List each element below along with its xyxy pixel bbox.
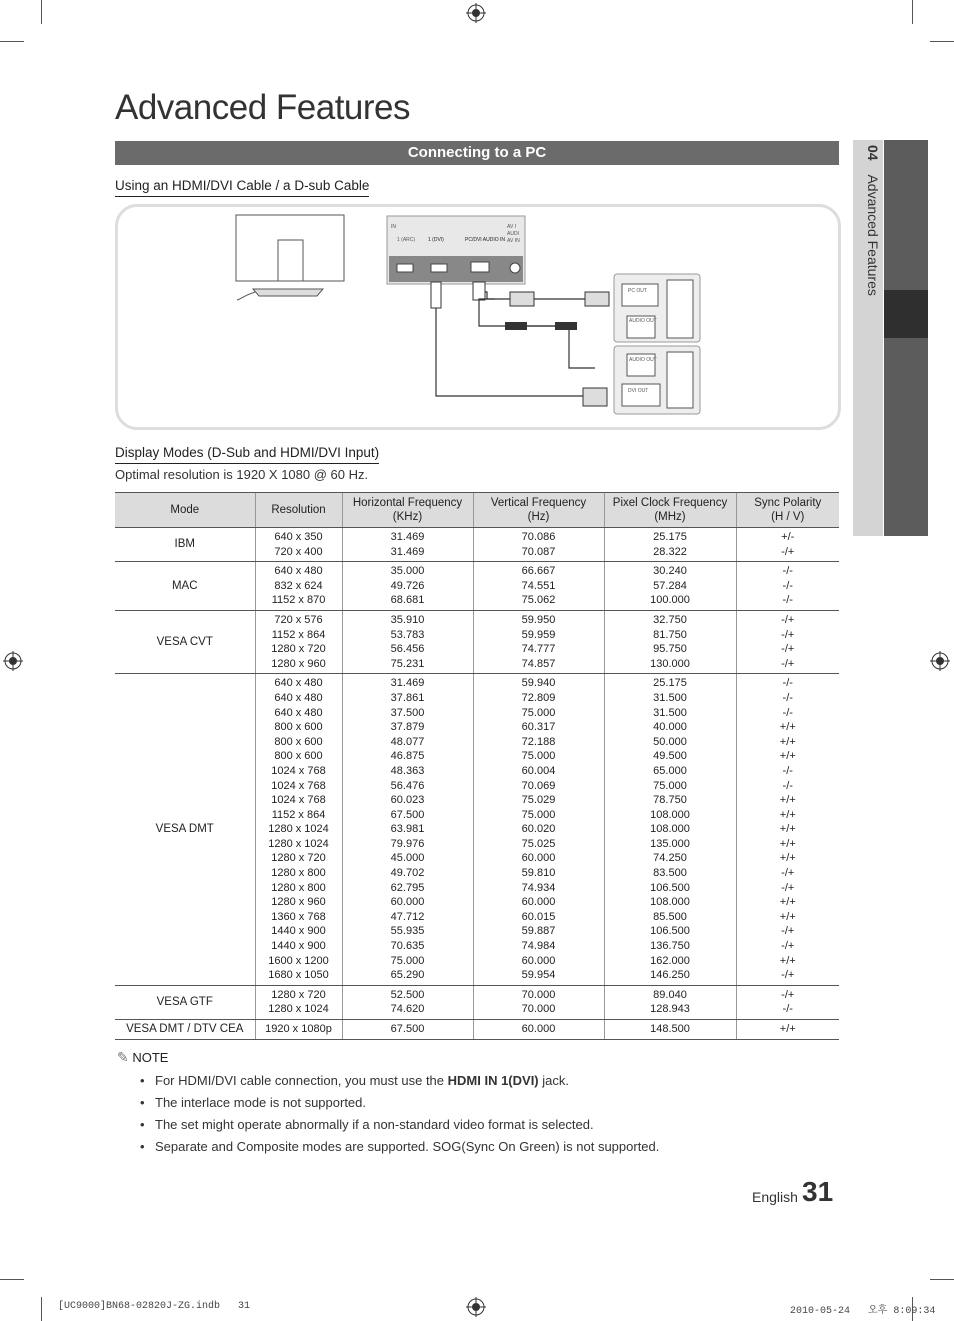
cell-value: 66.667 (521, 565, 556, 578)
tv-stand (253, 289, 323, 296)
cell-value: 74.777 (521, 643, 556, 656)
cell-value: 55.935 (390, 925, 425, 938)
header-line: Horizontal Frequency (352, 497, 463, 509)
header-line: Vertical Frequency (490, 497, 587, 509)
cell-value: 95.750 (653, 643, 687, 656)
header-pixel-clock (604, 493, 736, 528)
cell-value: 1152 x 864 (271, 628, 326, 641)
cell-value: 1280 x 1024 (268, 837, 329, 850)
note-text: Separate and Composite modes are supported. SOG(Sync On Green) is not supported. (155, 1139, 660, 1154)
cell-value: +/+ (779, 794, 796, 807)
cell-value: -/- (782, 691, 793, 704)
cell-value: 74.984 (521, 940, 556, 953)
cell-value: 35.000 (390, 565, 425, 578)
cell-value: -/- (782, 677, 793, 690)
tv-cable (237, 292, 255, 300)
cell-value: 60.000 (521, 896, 556, 909)
cell-value: 65.290 (390, 969, 425, 982)
cell-value: +/- (781, 531, 795, 543)
cell-value: -/- (782, 579, 793, 592)
cell-value: 60.317 (521, 721, 556, 734)
subheading-cable: Using an HDMI/DVI Cable / a D-sub Cable (115, 178, 369, 197)
cell-value: 25.175 (653, 531, 687, 543)
note-heading (117, 1049, 168, 1066)
side-tab-active-marker (884, 290, 928, 338)
cell-value: 49.726 (390, 579, 425, 592)
note-pencil-icon: ✎ (117, 1049, 129, 1065)
cell-value: +/+ (779, 823, 796, 836)
registration-mark-icon (466, 1297, 486, 1317)
cell-value: 1280 x 800 (271, 881, 326, 894)
cell-value: 57.284 (653, 579, 687, 592)
cell-value: -/+ (781, 925, 795, 938)
cell-value: 1360 x 768 (271, 910, 326, 923)
crop-mark (0, 41, 24, 42)
header-line: Resolution (271, 504, 326, 516)
crop-mark (41, 1297, 42, 1321)
cell-value: 63.981 (390, 823, 425, 836)
cell-value: 60.004 (521, 764, 556, 777)
cell-value: 1280 x 720 (271, 988, 326, 1001)
mode-cell: IBM (115, 528, 255, 562)
cell-value: 1024 x 768 (271, 794, 326, 807)
header-horizontal-frequency (342, 493, 473, 528)
sync-polarity-cell (736, 674, 839, 985)
cell-value: 85.500 (653, 910, 687, 923)
cell-value: -/- (782, 565, 793, 578)
cell-value: +/+ (779, 896, 796, 909)
cell-value: 106.500 (650, 881, 690, 894)
cell-value: 640 x 480 (274, 565, 323, 578)
cell-value: +/+ (779, 735, 796, 748)
cell-value: 1600 x 1200 (268, 954, 329, 967)
header-mode (115, 493, 255, 528)
registration-mark-icon (930, 651, 950, 671)
port-label: AV IN (507, 238, 520, 244)
cell-value: 146.250 (650, 969, 690, 982)
cell-value: 148.500 (650, 1023, 690, 1035)
cell-value: 800 x 600 (274, 735, 323, 748)
cell-value: 1024 x 768 (271, 764, 326, 777)
cell-value: 128.943 (650, 1003, 690, 1016)
pc-label: PC OUT (628, 288, 647, 294)
vertical-frequency-cell (473, 985, 604, 1019)
sync-polarity-cell (736, 562, 839, 611)
cell-value: -/+ (781, 643, 795, 656)
optimal-resolution-text: Optimal resolution is 1920 X 1080 @ 60 Hz. (115, 467, 369, 482)
cell-value: 640 x 480 (274, 691, 323, 704)
cell-value: 60.015 (521, 910, 556, 923)
hdmi-cable (436, 308, 583, 396)
cell-value: 67.500 (390, 808, 425, 821)
note-text: The interlace mode is not supported. (155, 1095, 367, 1110)
cell-value: 78.750 (653, 794, 687, 807)
cell-value: 48.363 (390, 764, 425, 777)
cell-value: 62.795 (390, 881, 425, 894)
audio-cable-dvi (569, 330, 595, 368)
cell-value: 1024 x 768 (271, 779, 326, 792)
cell-value: 100.000 (650, 594, 690, 607)
cell-value: 720 x 576 (274, 613, 323, 626)
cell-value: 75.062 (521, 594, 556, 607)
dsub-connector (510, 292, 534, 306)
cell-value: 74.551 (521, 579, 556, 592)
crop-mark (930, 41, 954, 42)
cell-value: 74.857 (521, 657, 556, 670)
cell-value: 59.959 (521, 628, 556, 641)
cell-value: 640 x 480 (274, 677, 323, 690)
note-text: jack. (538, 1073, 569, 1088)
cell-value: 108.000 (650, 823, 690, 836)
cell-value: +/+ (779, 750, 796, 763)
cell-value: 108.000 (650, 896, 690, 909)
port-label: AUDI (507, 231, 519, 237)
cell-value: -/- (782, 706, 793, 719)
vertical-frequency-cell (473, 610, 604, 673)
cell-value: 52.500 (390, 988, 425, 1001)
cell-value: 74.620 (390, 1003, 425, 1016)
cell-value: -/- (782, 594, 793, 607)
cell-value: 31.469 (390, 545, 425, 558)
pc-case-2 (667, 352, 693, 408)
cell-value: -/+ (781, 545, 795, 558)
cell-value: 89.040 (653, 988, 687, 1001)
cell-value: 75.025 (521, 837, 556, 850)
pc-port (471, 262, 489, 272)
page-number: 31 (802, 1176, 834, 1207)
section-title-bar: Connecting to a PC (115, 141, 839, 165)
cell-value: 68.681 (390, 594, 425, 607)
cell-value: 70.069 (521, 779, 556, 792)
cell-value: 60.020 (521, 823, 556, 836)
cell-value: +/+ (779, 837, 796, 850)
port-label: 1 (ARC) (397, 237, 416, 243)
cell-value: 640 x 350 (274, 531, 323, 543)
audio-in-port (510, 263, 520, 273)
page-title: Advanced Features (115, 88, 411, 127)
header-line: Pixel Clock Frequency (612, 497, 728, 509)
cell-value: 48.077 (390, 735, 425, 748)
cell-value: 31.500 (653, 691, 687, 704)
vertical-frequency-cell (473, 674, 604, 985)
header-line: Mode (170, 504, 200, 516)
subheading-display-modes: Display Modes (D-Sub and HDMI/DVI Input) (115, 445, 379, 464)
header-line: (KHz) (392, 511, 423, 523)
resolution-cell (255, 610, 342, 673)
cell-value: 70.086 (521, 531, 556, 543)
slug-datetime: 2010-05-24 오후 8:09:34 (790, 1306, 936, 1317)
cell-value: 59.810 (521, 867, 556, 880)
cell-value: 70.000 (521, 988, 556, 1001)
header-resolution (255, 493, 342, 528)
cell-value: 832 x 624 (274, 579, 323, 592)
resolution-cell (255, 1020, 342, 1040)
cell-value: 53.783 (390, 628, 425, 641)
note-item (140, 1071, 840, 1093)
table-row (115, 674, 839, 985)
pc-label: AUDIO OUT (629, 357, 657, 363)
cell-value: 135.000 (650, 837, 690, 850)
cell-value: 640 x 480 (274, 706, 323, 719)
sync-polarity-cell (736, 1020, 839, 1040)
cell-value: 1440 x 900 (271, 940, 326, 953)
cell-value: 83.500 (653, 867, 687, 880)
cell-value: 67.500 (390, 1023, 425, 1035)
cell-value: 70.635 (390, 940, 425, 953)
horizontal-frequency-cell (342, 610, 473, 673)
note-item (140, 1093, 840, 1115)
pixel-clock-cell (604, 1020, 736, 1040)
cell-value: 130.000 (650, 657, 690, 670)
registration-mark-icon (466, 3, 486, 23)
cell-value: -/+ (781, 969, 795, 982)
note-label: NOTE (132, 1050, 169, 1065)
cell-value: 81.750 (653, 628, 687, 641)
display-modes-table (115, 492, 839, 1040)
connection-diagram-illustration (115, 204, 841, 430)
horizontal-frequency-cell (342, 1020, 473, 1040)
cell-value: 37.500 (390, 706, 425, 719)
cell-value: 72.188 (521, 735, 556, 748)
table-row (115, 1020, 839, 1040)
cell-value: 800 x 600 (274, 750, 323, 763)
table-row (115, 985, 839, 1019)
cell-value: 75.000 (521, 808, 556, 821)
cell-value: 56.476 (390, 779, 425, 792)
cell-value: 75.231 (390, 657, 425, 670)
cell-value: -/- (782, 764, 793, 777)
dvi-connector (583, 388, 607, 406)
cell-value: 106.500 (650, 925, 690, 938)
cell-value: 136.750 (650, 940, 690, 953)
cell-value: 50.000 (653, 735, 687, 748)
cell-value: 74.250 (653, 852, 687, 865)
registration-mark-icon (3, 651, 23, 671)
cell-value: 31.469 (390, 531, 425, 543)
port-label: AV I (507, 224, 517, 230)
cell-value: 1280 x 1024 (268, 823, 329, 836)
cell-value: +/+ (779, 808, 796, 821)
resolution-cell (255, 562, 342, 611)
horizontal-frequency-cell (342, 985, 473, 1019)
hdmi-dvi-port (431, 264, 447, 272)
cell-value: -/+ (781, 940, 795, 953)
cell-value: 28.322 (653, 545, 687, 558)
cell-value: 37.879 (390, 721, 425, 734)
mode-cell: VESA GTF (115, 985, 255, 1019)
vertical-frequency-cell (473, 528, 604, 562)
port-label: PC/DVI AUDIO IN (465, 237, 506, 243)
cell-value: -/+ (781, 657, 795, 670)
horizontal-frequency-cell (342, 528, 473, 562)
port-label: 1 (DVI) (428, 237, 444, 243)
cell-value: +/+ (779, 910, 796, 923)
resolution-cell (255, 674, 342, 985)
cell-value: 1152 x 864 (271, 808, 326, 821)
cell-value: +/+ (779, 721, 796, 734)
cell-value: -/+ (781, 988, 795, 1001)
header-line: Sync Polarity (754, 497, 822, 509)
pc-label: AUDIO OUT (629, 318, 657, 324)
cell-value: 60.000 (390, 896, 425, 909)
sync-polarity-cell (736, 610, 839, 673)
cell-value: 49.500 (653, 750, 687, 763)
cell-value: 1280 x 720 (271, 852, 326, 865)
cell-value: -/- (782, 1003, 793, 1016)
cell-value: -/+ (781, 628, 795, 641)
cell-value: -/+ (781, 867, 795, 880)
table-row (115, 528, 839, 562)
cell-value: 162.000 (650, 954, 690, 967)
hdmi-port (397, 264, 413, 272)
side-tab-text: Advanced Features (865, 174, 881, 296)
crop-mark (41, 0, 42, 24)
audio-plug (505, 322, 527, 330)
pixel-clock-cell (604, 610, 736, 673)
cell-value: 1680 x 1050 (268, 969, 329, 982)
cell-value: 65.000 (653, 764, 687, 777)
cell-value: 1920 x 1080p (265, 1023, 332, 1035)
resolution-cell (255, 985, 342, 1019)
cell-value: 75.000 (653, 779, 687, 792)
cell-value: +/+ (779, 852, 796, 865)
cell-value: 1152 x 870 (271, 594, 326, 607)
cell-value: +/+ (779, 1023, 796, 1035)
dsub-cable (485, 292, 510, 299)
cell-value: -/- (782, 779, 793, 792)
mode-cell: VESA DMT / DTV CEA (115, 1020, 255, 1040)
header-line: (Hz) (527, 511, 550, 523)
header-line: (MHz) (654, 511, 686, 523)
crop-mark (0, 1279, 24, 1280)
cell-value: 75.029 (521, 794, 556, 807)
dsub-plug (473, 282, 485, 300)
cell-value: 800 x 600 (274, 721, 323, 734)
cell-value: 1280 x 800 (271, 867, 326, 880)
cell-value: 40.000 (653, 721, 687, 734)
audio-plug-pc (555, 322, 577, 330)
note-text: For HDMI/DVI cable connection, you must use the (155, 1073, 448, 1088)
note-text: The set might operate abnormally if a non-standard video format is selected. (155, 1117, 594, 1132)
cell-value: 60.000 (521, 954, 556, 967)
cell-value: 720 x 400 (274, 545, 323, 558)
dsub-connector-pc (585, 292, 609, 306)
cell-value: 74.934 (521, 881, 556, 894)
cell-value: 37.861 (390, 691, 425, 704)
horizontal-frequency-cell (342, 562, 473, 611)
tv-back-panel (278, 240, 303, 281)
header-vertical-frequency (473, 493, 604, 528)
cell-value: 49.702 (390, 867, 425, 880)
cell-value: 1280 x 720 (271, 643, 326, 656)
mode-cell: MAC (115, 562, 255, 611)
note-item (140, 1115, 840, 1137)
side-tab-label (855, 145, 881, 345)
cell-value: 25.175 (653, 677, 687, 690)
slug-file: [UC9000]BN68-02820J-ZG.indb 31 (58, 1301, 251, 1312)
cell-value: 59.887 (521, 925, 556, 938)
cell-value: 75.000 (390, 954, 425, 967)
cell-value: 1280 x 960 (271, 896, 326, 909)
hdmi-plug (431, 282, 441, 308)
cell-value: 35.910 (390, 613, 425, 626)
cell-value: +/+ (779, 954, 796, 967)
note-item (140, 1137, 840, 1159)
table-row (115, 610, 839, 673)
vertical-frequency-cell (473, 1020, 604, 1040)
cell-value: 70.087 (521, 545, 556, 558)
cell-value: 1280 x 960 (271, 657, 326, 670)
cell-value: 31.500 (653, 706, 687, 719)
sync-polarity-cell (736, 985, 839, 1019)
cell-value: 75.000 (521, 706, 556, 719)
cell-value: 32.750 (653, 613, 687, 626)
horizontal-frequency-cell (342, 674, 473, 985)
pixel-clock-cell (604, 985, 736, 1019)
crop-mark (930, 1279, 954, 1280)
header-sync-polarity (736, 493, 839, 528)
note-emphasis: HDMI IN 1(DVI) (447, 1073, 539, 1088)
cell-value: 60.023 (390, 794, 425, 807)
cell-value: 1440 x 900 (271, 925, 326, 938)
side-tab-strip (884, 140, 928, 536)
pc-label: DVI OUT (628, 388, 649, 394)
cell-value: 46.875 (390, 750, 425, 763)
cell-value: 47.712 (390, 910, 425, 923)
mode-cell: VESA CVT (115, 610, 255, 673)
sync-polarity-cell (736, 528, 839, 562)
notes-list (140, 1071, 840, 1159)
cell-value: 75.000 (521, 750, 556, 763)
cell-value: 72.809 (521, 691, 556, 704)
cell-value: 79.976 (390, 837, 425, 850)
cell-value: 59.940 (521, 677, 556, 690)
pixel-clock-cell (604, 528, 736, 562)
resolution-cell (255, 528, 342, 562)
cell-value: 70.000 (521, 1003, 556, 1016)
crop-mark (912, 0, 913, 24)
mode-cell: VESA DMT (115, 674, 255, 985)
table-header-row (115, 493, 839, 528)
footer-language: English (752, 1189, 798, 1205)
pixel-clock-cell (604, 562, 736, 611)
side-tab-number: 04 (865, 145, 881, 161)
cell-value: 60.000 (521, 1023, 556, 1035)
cell-value: 60.000 (521, 852, 556, 865)
cell-value: 59.954 (521, 969, 556, 982)
cell-value: 56.456 (390, 643, 425, 656)
header-line: (H / V) (771, 511, 805, 523)
cell-value: 1280 x 1024 (268, 1003, 329, 1016)
cell-value: 31.469 (390, 677, 425, 690)
cell-value: 45.000 (390, 852, 425, 865)
table-row (115, 562, 839, 611)
pixel-clock-cell (604, 674, 736, 985)
vertical-frequency-cell (473, 562, 604, 611)
cell-value: 59.950 (521, 613, 556, 626)
cell-value: -/+ (781, 881, 795, 894)
port-label: IN (391, 224, 396, 230)
cell-value: -/+ (781, 613, 795, 626)
pc-case-1 (667, 280, 693, 338)
cell-value: 30.240 (653, 565, 687, 578)
cell-value: 108.000 (650, 808, 690, 821)
